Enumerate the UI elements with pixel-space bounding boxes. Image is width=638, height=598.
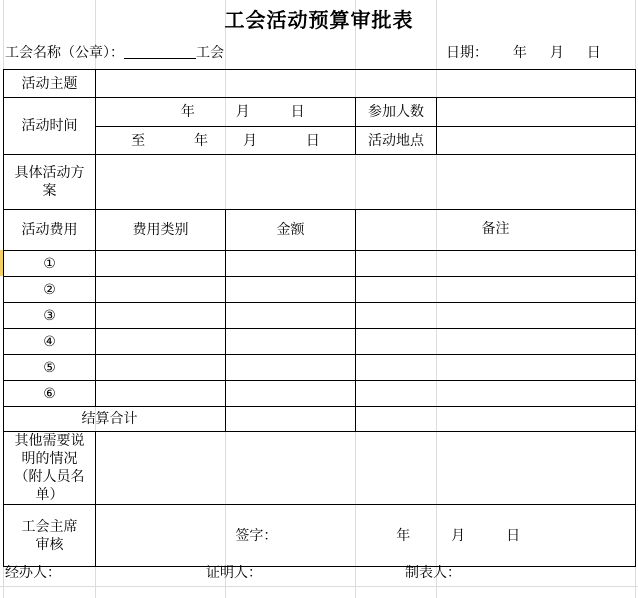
item-marker: ⑤ <box>4 355 96 381</box>
plan-value-cell[interactable] <box>96 155 636 210</box>
item-marker: ① <box>4 251 96 277</box>
expense-item-row <box>4 303 636 329</box>
item-marker: ⑥ <box>4 381 96 407</box>
preparer-label: 制表人： <box>405 565 461 581</box>
expense-type-cell[interactable] <box>96 355 226 381</box>
end-month: 月 <box>242 132 257 149</box>
amount-cell[interactable] <box>226 303 356 329</box>
remarks-cell[interactable] <box>356 381 636 407</box>
end-day: 日 <box>305 132 320 149</box>
expense-header-row <box>4 210 636 251</box>
expense-item-row <box>4 251 636 277</box>
plan-label: 具体活动方案 <box>4 155 96 210</box>
chair-year: 年 <box>396 527 411 544</box>
amount-cell[interactable] <box>226 329 356 355</box>
remarks-cell[interactable] <box>356 303 636 329</box>
item-marker: ③ <box>4 303 96 329</box>
total-remarks-cell[interactable] <box>356 407 636 432</box>
date-year: 年 <box>512 45 527 61</box>
total-label-cell <box>81 407 226 432</box>
theme-row <box>4 70 636 98</box>
amount-cell[interactable] <box>226 355 356 381</box>
remarks-cell[interactable] <box>356 251 636 277</box>
expense-item-row <box>4 355 636 381</box>
participants-label: 参加人数 <box>356 98 437 127</box>
budget-approval-table <box>3 69 636 567</box>
expense-type-cell[interactable] <box>96 277 226 303</box>
participants-value-cell[interactable] <box>437 98 636 127</box>
remarks-cell[interactable] <box>356 355 636 381</box>
chair-approval-row <box>4 505 636 567</box>
other-label: 其他需要说明的情况（附人员名单） <box>4 432 96 505</box>
witness-field[interactable] <box>206 563 262 583</box>
date-label: 日期： <box>446 45 488 61</box>
form-title: 工会活动预算审批表 <box>224 8 414 32</box>
time-row-start <box>4 98 636 127</box>
location-label: 活动地点 <box>356 127 437 155</box>
handler-label: 经办人： <box>5 565 61 581</box>
expense-type-header: 费用类别 <box>96 210 226 251</box>
chair-label: 工会主席审核 <box>4 505 96 567</box>
start-year: 年 <box>180 104 195 120</box>
time-label: 活动时间 <box>4 98 96 155</box>
handler-field[interactable] <box>5 563 61 583</box>
amount-cell[interactable] <box>226 277 356 303</box>
expense-type-cell[interactable] <box>96 381 226 407</box>
expense-type-cell[interactable] <box>96 329 226 355</box>
union-name-line[interactable] <box>5 40 224 66</box>
item-marker: ④ <box>4 329 96 355</box>
expense-type-cell[interactable] <box>96 251 226 277</box>
expense-item-row <box>4 277 636 303</box>
end-year: 年 <box>194 132 209 149</box>
to-label: 至 <box>131 132 146 149</box>
union-name-label: 工会名称（公章）： <box>5 45 124 61</box>
union-name-blank[interactable] <box>124 42 196 59</box>
item-marker: ② <box>4 277 96 303</box>
remarks-header: 备注 <box>356 210 636 251</box>
total-label: 结算合计 <box>81 411 138 427</box>
amount-header: 金额 <box>226 210 356 251</box>
signature-label: 签字： <box>235 527 278 544</box>
theme-value-cell[interactable] <box>96 70 636 98</box>
theme-label: 活动主题 <box>4 70 96 98</box>
total-amount-cell[interactable] <box>226 407 356 432</box>
date-line <box>446 40 601 66</box>
preparer-field[interactable] <box>405 563 461 583</box>
other-notes-cell[interactable] <box>96 432 636 505</box>
end-date-cell[interactable] <box>96 127 356 155</box>
remarks-cell[interactable] <box>356 277 636 303</box>
other-notes-row <box>4 432 636 505</box>
date-day: 日 <box>586 45 601 61</box>
location-value-cell[interactable] <box>437 127 636 155</box>
plan-row <box>4 155 636 210</box>
expense-item-row <box>4 329 636 355</box>
amount-cell[interactable] <box>226 251 356 277</box>
time-row-end <box>4 127 636 155</box>
total-row <box>4 407 636 432</box>
chair-month: 月 <box>451 527 466 544</box>
start-month: 月 <box>235 104 250 120</box>
chair-day: 日 <box>506 527 521 544</box>
start-date-cell[interactable] <box>96 98 356 127</box>
chair-sign-cell[interactable] <box>96 505 636 567</box>
amount-cell[interactable] <box>226 381 356 407</box>
union-suffix: 工会 <box>196 45 224 61</box>
expense-item-row <box>4 381 636 407</box>
expense-type-cell[interactable] <box>96 303 226 329</box>
start-day: 日 <box>290 104 305 120</box>
date-month: 月 <box>549 45 564 61</box>
remarks-cell[interactable] <box>356 329 636 355</box>
expense-label: 活动费用 <box>4 210 96 251</box>
witness-label: 证明人： <box>206 565 262 581</box>
